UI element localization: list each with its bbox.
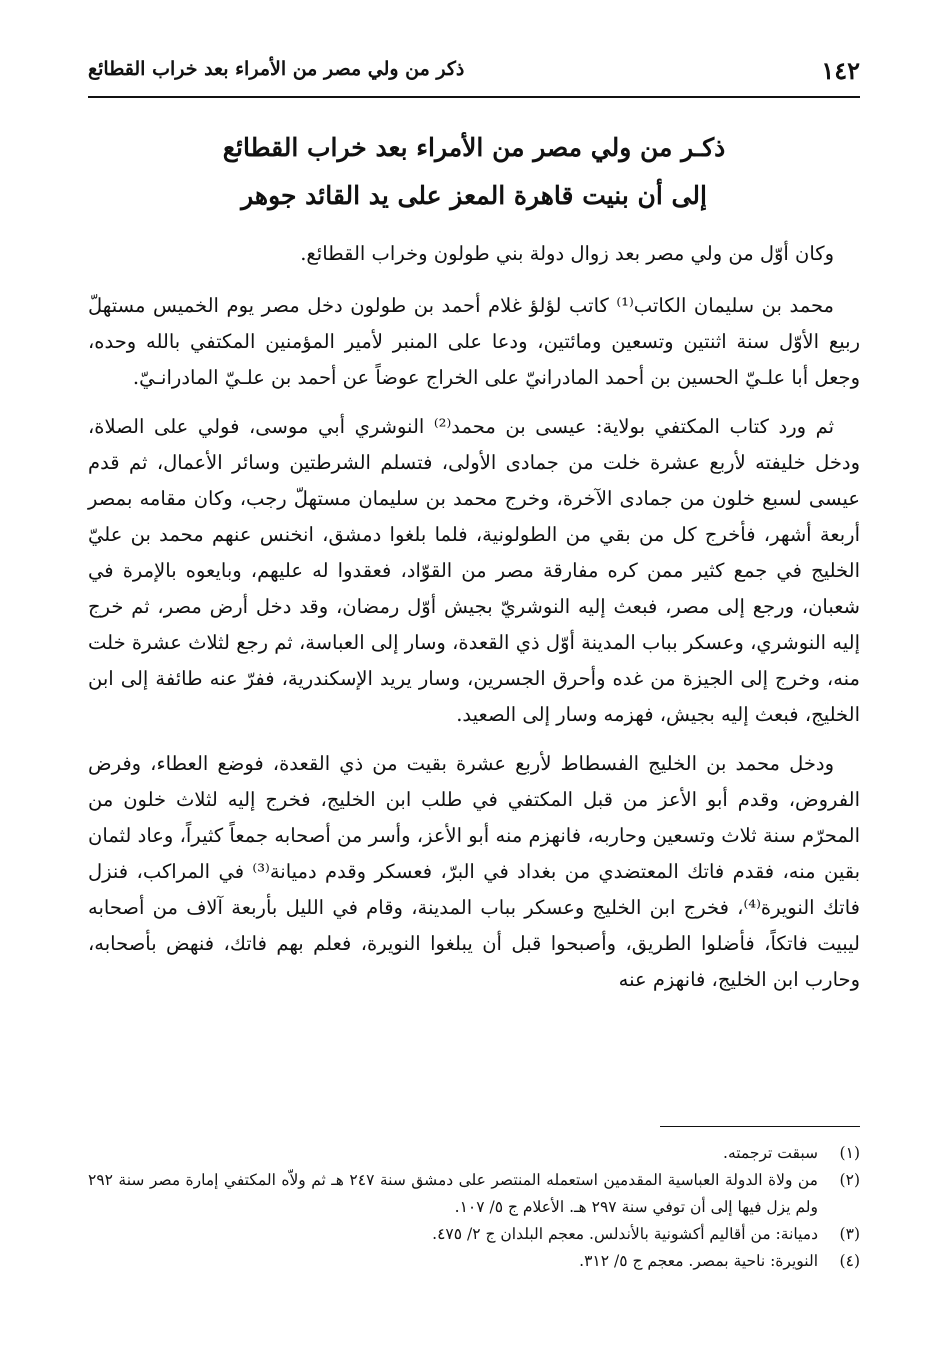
footnote-number: (١): [839, 1144, 860, 1162]
footnote-number: (٣): [839, 1225, 860, 1243]
chapter-title: [88, 124, 860, 220]
body-paragraph-1: محمد بن سليمان الكاتب⁽¹⁾ كاتب لؤلؤ غلام أحمد بن طولون دخل مصر يوم الخميس مستهلّ ربيع الأوّل سنة اثنتين وتسعين ومائتين، ودعا على المنبر لأمير المؤمنين المكتفي بالله وحده، وجعل أبا علـيّ الحسين بن أحمد المادرانيّ على الخراج عوضاً عن أحمد بن علـيّ المادرانـيّ.: [88, 294, 860, 389]
body-paragraph-2: ثم ورد كتاب المكتفي بولاية: عيسى بن محمد⁽²⁾ النوشري أبي موسى، فولي على الصلاة، ودخل خليفته لأربع عشرة خلت من جمادى الأولى، فتسلم الشرطتين وسائر الأعمال، ثم قدم عيسى لسبع خلون من جمادى الآخرة، وخرج محمد بن سليمان مستهلّ رجب، وكان مقامه بمصر أربعة أشهر، فأخرج كل من بقي من الطولونية، فلما بلغوا دمشق، انخنس عنهم محمد بن عليّ الخليج في جمع كثير ممن كره مفارقة مصر من القوّاد، فعقدوا له عليهم، وبايعوه بالإمرة في شعبان، ورجع إلى مصر، فبعث إليه النوشريّ بجيش أوّل رمضان، وقد دخل أرض مصر، ثم خرج إليه النوشري، وعسكر بباب المدينة أوّل ذي القعدة، وسار إلى العباسة، ثم رجع لثلاث عشرة خلت منه، وخرج إلى الجيزة من غده وأحرق الجسرين، وسار يريد الإسكندرية، ففرّ عنه طائفة إلى ابن الخليج، فبعث إليه بجيش، فهزمه وسار إلى الصعيد.: [88, 415, 860, 726]
chapter-title-line-1: ذكـر من ولي مصر من الأمراء بعد خراب القطائع: [222, 133, 726, 162]
chapter-title-line-2: إلى أن بنيت قاهرة المعز على يد القائد جوهر: [241, 181, 707, 210]
footnote-text: سبقت ترجمته.: [723, 1144, 818, 1162]
body-paragraph-3: ودخل محمد بن الخليج الفسطاط لأربع عشرة بقيت من ذي القعدة، فوضع العطاء، وفرض الفروض، وقدم أبو الأعز من قبل المكتفي في طلب ابن الخليج، فخرج إليه لثلاث خلون من المحرّم سنة ثلاث وتسعين وحاربه، فانهزم منه أبو الأعز، وأسر من أصحابه جمعاً كثيراً، وعاد لثمان بقين منه، فقدم فاتك المعتضدي من بغداد في البرّ، فعسكر وقدم دميانة⁽³⁾ في المراكب، فنزل فاتك النويرة⁽⁴⁾، فخرج ابن الخليج وعسكر بباب المدينة، وقام في الليل بأربعة آلاف من أصحابه ليبيت فاتكاً، فأضلوا الطريق، وأصبحوا قبل أن يبلغوا النويرة، فعلم بهم فاتك، فنهض بأصحابه، وحارب ابن الخليج، فانهزم عنه: [88, 752, 860, 991]
running-title: ذكر من ولي مصر من الأمراء بعد خراب القطائع: [88, 58, 465, 80]
footnotes: [88, 1140, 860, 1275]
footnote-3: [88, 1221, 860, 1248]
footnote-1: [88, 1140, 860, 1167]
page-number: ١٤٢: [821, 56, 860, 85]
footnote-text: من ولاة الدولة العباسية المقدمين استعمله المنتصر على دمشق سنة ٢٤٧ هـ ثم ولاّه المكتفي إمارة مصر سنة ٢٩٢ ولم يزل فيها إلى أن توفي سنة ٢٩٧ هـ. الأعلام ج ٥/ ١٠٧.: [88, 1171, 818, 1216]
main-text: [88, 236, 860, 1011]
header-divider: [88, 96, 860, 98]
footnote-2: [88, 1167, 860, 1221]
footnote-text: النويرة: ناحية بمصر. معجم ج ٥/ ٣١٢.: [579, 1252, 818, 1270]
footnote-number: (٢): [839, 1171, 860, 1189]
footnote-4: [88, 1248, 860, 1275]
intro-paragraph: وكان أوّل من ولي مصر بعد زوال دولة بني طولون وخراب القطائع.: [300, 242, 834, 265]
running-header: [88, 56, 860, 90]
footnote-number: (٤): [839, 1252, 860, 1270]
footnote-text: دميانة: من أقاليم أكشونية بالأندلس. معجم البلدان ج ٢/ ٤٧٥.: [432, 1225, 818, 1243]
footnote-divider: [660, 1126, 860, 1127]
